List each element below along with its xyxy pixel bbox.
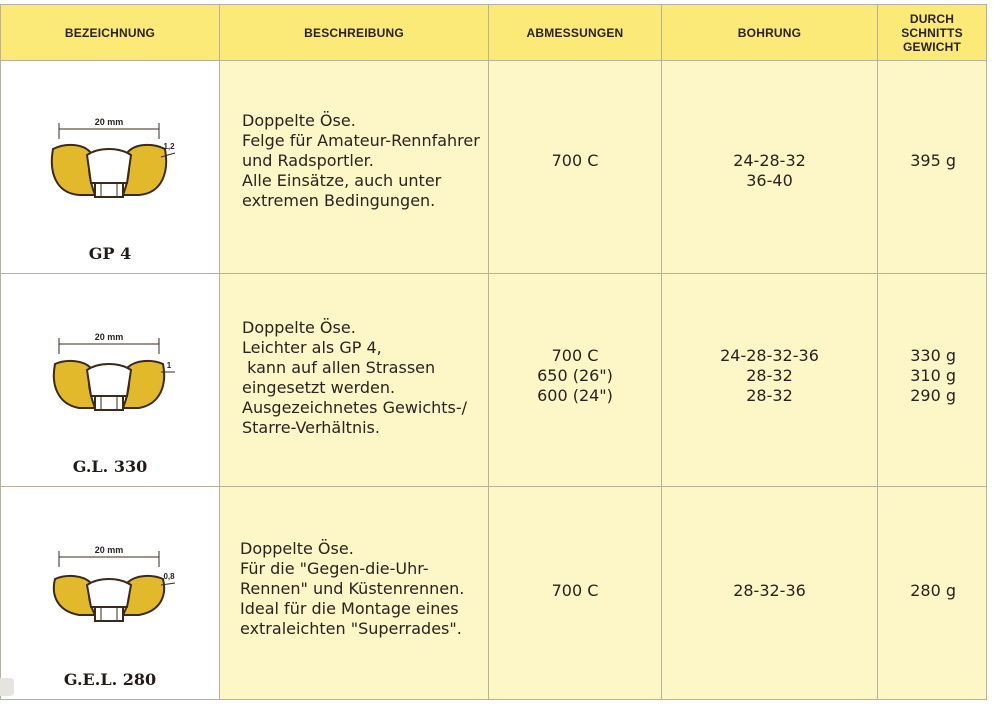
- weight-cell: [878, 61, 987, 274]
- description-line: extremen Bedingungen.: [242, 191, 436, 210]
- header-weight-line: SCHNITTS: [901, 25, 963, 40]
- dimensions-cell: [489, 274, 662, 487]
- dimensions-cell: [489, 487, 662, 700]
- rim-cross-section-diagram: [39, 537, 179, 647]
- name-cell: [1, 274, 220, 487]
- rim-wall-label: 0,8: [163, 572, 175, 581]
- rim-model-name: GP 4: [88, 244, 132, 263]
- table-row: [1, 487, 987, 700]
- description-line: eingesetzt werden.: [242, 378, 396, 397]
- weight-value: 290 g: [910, 386, 956, 405]
- description-line: Doppelte Öse.: [242, 111, 356, 130]
- rim-width-label: 20 mm: [94, 545, 124, 555]
- description-text: [220, 487, 488, 639]
- bore-value: 36-40: [746, 171, 793, 190]
- header-weight-line: DURCH: [909, 11, 955, 26]
- bore-cell: [662, 274, 878, 487]
- description-line: Alle Einsätze, auch unter: [242, 171, 442, 190]
- header-weight-line: GEWICHT: [902, 39, 962, 54]
- rim-cross-section-diagram: [39, 324, 179, 434]
- description-cell: [220, 487, 489, 700]
- weight-value: 280 g: [910, 581, 956, 600]
- dimension-value: 600 (24"): [537, 386, 613, 405]
- weight-value: 330 g: [910, 346, 956, 365]
- description-line: Ausgezeichnetes Gewichts-/: [242, 398, 468, 417]
- dimension-value: 650 (26"): [537, 366, 613, 385]
- rim-wall-label: 1: [166, 361, 172, 370]
- rim-wall-label: 1,2: [163, 142, 175, 151]
- rim-model-name: G.L. 330: [72, 457, 148, 476]
- bore-cell: [662, 61, 878, 274]
- description-line: Starre-Verhältnis.: [242, 418, 380, 437]
- bore-value: 24-28-32-36: [720, 346, 819, 365]
- description-line: Rennen" und Küstenrennen.: [240, 579, 465, 598]
- description-text: [220, 61, 488, 211]
- header-bore: BOHRUNG: [662, 5, 878, 61]
- name-cell: [1, 61, 220, 274]
- header-description: BESCHREIBUNG: [220, 5, 489, 61]
- dimension-value: 700 C: [551, 346, 599, 365]
- description-line: Für die "Gegen-die-Uhr-: [240, 559, 429, 578]
- header-name: BEZEICHNUNG: [1, 5, 220, 61]
- name-cell: [1, 487, 220, 700]
- weight-value: 395 g: [910, 151, 956, 170]
- rim-width-label: 20 mm: [94, 117, 124, 127]
- bore-value: 28-32: [746, 386, 793, 405]
- description-line: Ideal für die Montage eines: [240, 599, 459, 618]
- description-line: und Radsportler.: [242, 151, 374, 170]
- bore-cell: [662, 487, 878, 700]
- description-line: Felge für Amateur-Rennfahrer: [242, 131, 480, 150]
- rim-spec-table: [0, 4, 987, 700]
- description-cell: [220, 61, 489, 274]
- description-cell: [220, 274, 489, 487]
- description-line: Doppelte Öse.: [242, 318, 356, 337]
- table-row: [1, 61, 987, 274]
- weight-cell: [878, 487, 987, 700]
- header-row: [1, 5, 987, 61]
- bore-value: 28-32-36: [733, 581, 806, 600]
- rim-model-name: G.E.L. 280: [63, 670, 157, 689]
- description-line: Leichter als GP 4,: [242, 338, 382, 357]
- rim-cross-section-diagram: [39, 109, 179, 219]
- weight-cell: [878, 274, 987, 487]
- bore-value: 28-32: [746, 366, 793, 385]
- rim-width-label: 20 mm: [94, 332, 124, 342]
- header-dimensions: ABMESSUNGEN: [489, 5, 662, 61]
- table-row: [1, 274, 987, 487]
- description-line: Doppelte Öse.: [240, 539, 354, 558]
- description-text: [220, 274, 488, 438]
- dimension-value: 700 C: [551, 151, 599, 170]
- page-edge-tab: [0, 678, 14, 696]
- dimension-value: 700 C: [551, 581, 599, 600]
- description-line: extraleichten "Superrades".: [240, 619, 462, 638]
- weight-value: 310 g: [910, 366, 956, 385]
- header-weight: [878, 5, 987, 61]
- bore-value: 24-28-32: [733, 151, 806, 170]
- description-line: kann auf allen Strassen: [242, 358, 436, 377]
- dimensions-cell: [489, 61, 662, 274]
